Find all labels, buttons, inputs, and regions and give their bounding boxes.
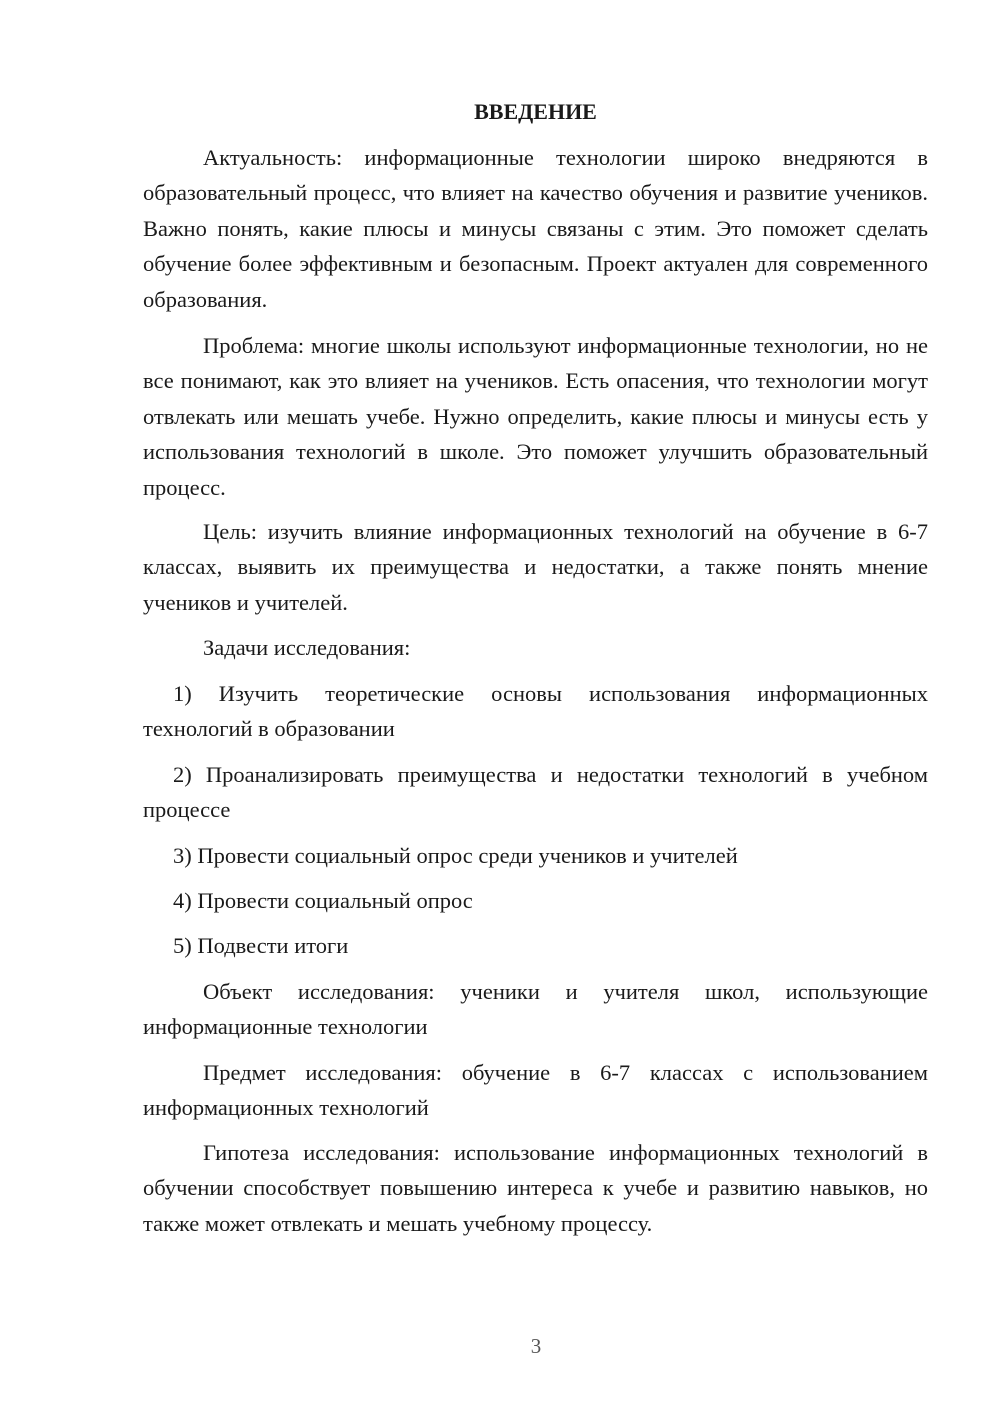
section-title: ВВЕДЕНИЕ [474, 99, 597, 124]
goal-paragraph: Цель: изучить влияние информационных технологий на обучение в 6-7 классах, выявить их преимущества и недостатки, а также понять мнение учеников и учителей. [143, 519, 928, 615]
task-item-1: 1) Изучить теоретические основы использования информационных технологий в образовании [143, 681, 928, 742]
task-item-2: 2) Проанализировать преимущества и недостатки технологий в учебном процессе [143, 762, 928, 823]
hypothesis-paragraph: Гипотеза исследования: использование информационных технологий в обучении способствует повышению интереса к учебе и развитию навыков, но также может отвлекать и мешать учебному процессу. [143, 1140, 928, 1236]
relevance-paragraph: Актуальность: информационные технологии широко внедряются в образовательный процесс, что влияет на качество обучения и развитие учеников. Важно понять, какие плюсы и минусы связаны с этим. Это поможет сделать обучение более эффективным и безопасным. Проект актуален для современного образования. [143, 145, 928, 312]
subject-paragraph: Предмет исследования: обучение в 6-7 классах с использованием информационных технологий [143, 1060, 928, 1121]
task-item-4: 4) Провести социальный опрос [173, 888, 473, 913]
tasks-heading: Задачи исследования: [203, 635, 411, 660]
task-item-5: 5) Подвести итоги [173, 933, 349, 958]
problem-paragraph: Проблема: многие школы используют информационные технологии, но не все понимают, как это влияет на учеников. Есть опасения, что технологии могут отвлекать или мешать учебе. Нужно определить, какие плюсы и минусы есть у использования технологий в школе. Это поможет улучшить образовательный процесс. [143, 333, 928, 500]
object-paragraph: Объект исследования: ученики и учителя школ, использующие информационные технологии [143, 979, 928, 1040]
page-number: 3 [530, 1334, 542, 1358]
task-item-3: 3) Провести социальный опрос среди учеников и учителей [173, 843, 738, 868]
